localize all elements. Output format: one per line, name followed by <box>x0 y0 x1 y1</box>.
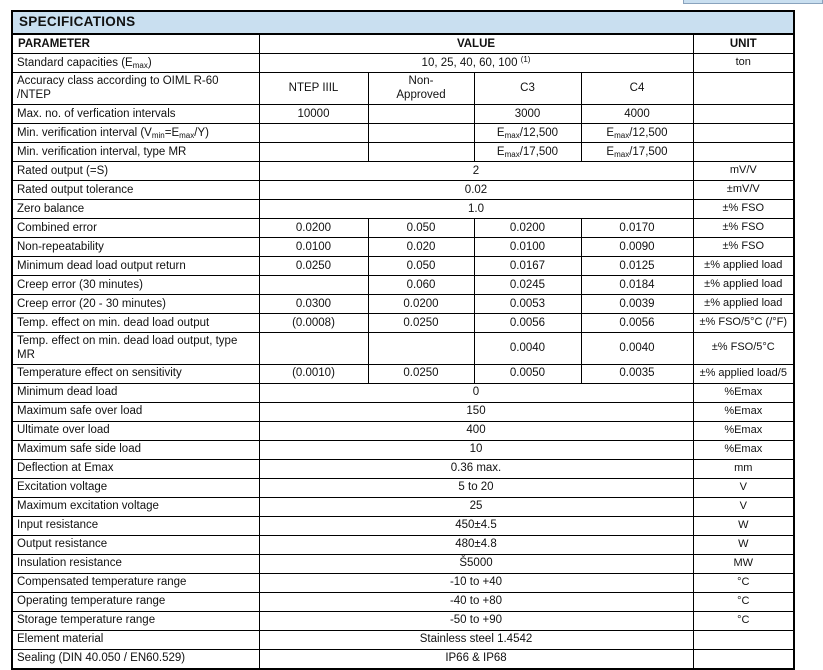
table-row <box>12 218 794 237</box>
unit-cell: ±% applied load/5 <box>693 364 794 383</box>
param-cell: Creep error (20 - 30 minutes) <box>12 294 259 313</box>
param-cell: Min. verification interval $(V_{min}=E_{max}/Y)$ <box>12 123 259 142</box>
table-row <box>12 332 794 364</box>
param-cell: Element material <box>12 630 259 649</box>
value-cell: (0.0010) <box>259 364 368 383</box>
value-cell <box>368 332 474 364</box>
value-cell: 0.0200 <box>368 294 474 313</box>
param-cell: Max. no. of verfication intervals <box>12 104 259 123</box>
value-cell <box>368 104 474 123</box>
table-title-row <box>12 11 794 34</box>
column-header-unit: UNIT <box>693 34 794 54</box>
value-cell: $E_{max}/12,500$ <box>474 123 581 142</box>
unit-cell: MW <box>693 554 794 573</box>
table-row <box>12 535 794 554</box>
value-cell: 0.0056 <box>474 313 581 332</box>
value-cell <box>368 123 474 142</box>
value-cell: 0.0300 <box>259 294 368 313</box>
value-cell: 0.050 <box>368 256 474 275</box>
param-cell: Minimum dead load <box>12 383 259 402</box>
unit-cell: ±% FSO/5°C (/°F) <box>693 313 794 332</box>
param-cell: Temperature effect on sensitivity <box>12 364 259 383</box>
value-cell: 400 <box>259 421 693 440</box>
value-cell: Non- Approved <box>368 73 474 105</box>
param-cell: Maximum safe over load <box>12 402 259 421</box>
param-cell: Rated output tolerance <box>12 180 259 199</box>
param-cell: Min. verification interval, type MR <box>12 142 259 161</box>
value-cell <box>259 123 368 142</box>
value-cell: -50 to +90 <box>259 611 693 630</box>
value-cell: -10 to +40 <box>259 573 693 592</box>
param-cell: Operating temperature range <box>12 592 259 611</box>
page-title: SPECIFICATIONS <box>12 11 794 34</box>
page-edge-fragment <box>683 0 823 4</box>
table-row <box>12 199 794 218</box>
table-row <box>12 237 794 256</box>
table-row <box>12 54 794 73</box>
value-cell <box>259 142 368 161</box>
param-cell: Zero balance <box>12 199 259 218</box>
table-row <box>12 459 794 478</box>
unit-cell: ±% FSO <box>693 218 794 237</box>
value-cell: $E_{max}/12,500$ <box>581 123 693 142</box>
unit-cell: mm <box>693 459 794 478</box>
unit-cell <box>693 649 794 669</box>
param-cell: Accuracy class according to OIML R-60 /NTEP <box>12 73 259 105</box>
param-cell: Maximum excitation voltage <box>12 497 259 516</box>
param-cell: Insulation resistance <box>12 554 259 573</box>
value-cell: 0.0040 <box>474 332 581 364</box>
value-cell: 3000 <box>474 104 581 123</box>
table-row <box>12 275 794 294</box>
value-cell: 0.0050 <box>474 364 581 383</box>
unit-cell: ±% applied load <box>693 294 794 313</box>
value-cell: 0.0035 <box>581 364 693 383</box>
param-cell: Deflection at Emax <box>12 459 259 478</box>
table-body <box>12 54 794 669</box>
value-cell: Š5000 <box>259 554 693 573</box>
unit-cell: ton <box>693 54 794 73</box>
value-cell: 0.0040 <box>581 332 693 364</box>
unit-cell: °C <box>693 592 794 611</box>
unit-cell: ±% FSO <box>693 199 794 218</box>
value-cell: $E_{max}/17,500$ <box>474 142 581 161</box>
param-cell: Temp. effect on min. dead load output, type MR <box>12 332 259 364</box>
value-cell: 4000 <box>581 104 693 123</box>
unit-cell: ±mV/V <box>693 180 794 199</box>
value-cell: 10 <box>259 440 693 459</box>
table-row <box>12 630 794 649</box>
value-cell: 10, 25, 40, 60, 100 $^{(1)}$ <box>259 54 693 73</box>
table-row <box>12 161 794 180</box>
param-cell: Maximum safe side load <box>12 440 259 459</box>
param-cell: Non-repeatability <box>12 237 259 256</box>
value-cell: 0.0200 <box>474 218 581 237</box>
specifications-table <box>11 10 795 670</box>
value-cell: 0.020 <box>368 237 474 256</box>
value-cell: (0.0008) <box>259 313 368 332</box>
param-cell: Output resistance <box>12 535 259 554</box>
table-row <box>12 294 794 313</box>
table-row <box>12 313 794 332</box>
table-row <box>12 516 794 535</box>
value-cell: 0.0245 <box>474 275 581 294</box>
table-row <box>12 73 794 105</box>
value-cell: 0.36 max. <box>259 459 693 478</box>
unit-cell <box>693 73 794 105</box>
value-cell: 2 <box>259 161 693 180</box>
table-row <box>12 402 794 421</box>
value-cell: 0.060 <box>368 275 474 294</box>
table-row <box>12 421 794 440</box>
value-cell: 0.0100 <box>474 237 581 256</box>
value-cell: 0.0100 <box>259 237 368 256</box>
table-row <box>12 554 794 573</box>
unit-cell: ±% applied load <box>693 275 794 294</box>
value-cell <box>259 332 368 364</box>
value-cell: 450±4.5 <box>259 516 693 535</box>
value-cell: 1.0 <box>259 199 693 218</box>
value-cell: C3 <box>474 73 581 105</box>
unit-cell: °C <box>693 611 794 630</box>
param-cell: Compensated temperature range <box>12 573 259 592</box>
param-cell: Rated output (=S) <box>12 161 259 180</box>
value-cell: 10000 <box>259 104 368 123</box>
param-cell: Sealing (DIN 40.050 / EN60.529) <box>12 649 259 669</box>
unit-cell <box>693 123 794 142</box>
table-row <box>12 478 794 497</box>
table-row <box>12 364 794 383</box>
table-row <box>12 180 794 199</box>
value-cell: 0.0090 <box>581 237 693 256</box>
unit-cell: ±% FSO/5°C <box>693 332 794 364</box>
param-cell: Combined error <box>12 218 259 237</box>
value-cell: 150 <box>259 402 693 421</box>
unit-cell: W <box>693 535 794 554</box>
column-header-parameter: PARAMETER <box>12 34 259 54</box>
value-cell: 0.0250 <box>368 313 474 332</box>
value-cell: 0.0056 <box>581 313 693 332</box>
value-cell: 480±4.8 <box>259 535 693 554</box>
param-cell: Excitation voltage <box>12 478 259 497</box>
table-row <box>12 256 794 275</box>
table-row <box>12 649 794 669</box>
unit-cell: V <box>693 478 794 497</box>
param-cell: Standard capacities $(E_{max})$ <box>12 54 259 73</box>
table-row <box>12 440 794 459</box>
unit-cell: %Emax <box>693 421 794 440</box>
value-cell: 0.0125 <box>581 256 693 275</box>
column-header-value: VALUE <box>259 34 693 54</box>
value-cell: 0.0250 <box>368 364 474 383</box>
table-row <box>12 123 794 142</box>
param-cell: Storage temperature range <box>12 611 259 630</box>
value-cell: 0.0170 <box>581 218 693 237</box>
unit-cell: mV/V <box>693 161 794 180</box>
value-cell: -40 to +80 <box>259 592 693 611</box>
unit-cell <box>693 104 794 123</box>
value-cell: 0.0053 <box>474 294 581 313</box>
value-cell: Stainless steel 1.4542 <box>259 630 693 649</box>
column-header-row <box>12 34 794 54</box>
value-cell: 25 <box>259 497 693 516</box>
unit-cell: %Emax <box>693 402 794 421</box>
unit-cell: °C <box>693 573 794 592</box>
table-row <box>12 611 794 630</box>
table-row <box>12 592 794 611</box>
value-cell: 0.050 <box>368 218 474 237</box>
value-cell: 0.0200 <box>259 218 368 237</box>
table-row <box>12 573 794 592</box>
value-cell: 0.0184 <box>581 275 693 294</box>
param-cell: Temp. effect on min. dead load output <box>12 313 259 332</box>
table-row <box>12 104 794 123</box>
unit-cell: ±% applied load <box>693 256 794 275</box>
table-row <box>12 497 794 516</box>
value-cell: 0.0039 <box>581 294 693 313</box>
param-cell: Ultimate over load <box>12 421 259 440</box>
unit-cell: ±% FSO <box>693 237 794 256</box>
param-cell: Minimum dead load output return <box>12 256 259 275</box>
value-cell: 0.0250 <box>259 256 368 275</box>
unit-cell: %Emax <box>693 383 794 402</box>
value-cell: 0.0167 <box>474 256 581 275</box>
value-cell: IP66 & IP68 <box>259 649 693 669</box>
value-cell: $E_{max}/17,500$ <box>581 142 693 161</box>
value-cell: 0.02 <box>259 180 693 199</box>
param-cell: Input resistance <box>12 516 259 535</box>
value-cell: C4 <box>581 73 693 105</box>
table-row <box>12 383 794 402</box>
unit-cell: W <box>693 516 794 535</box>
unit-cell: V <box>693 497 794 516</box>
value-cell <box>368 142 474 161</box>
value-cell <box>259 275 368 294</box>
unit-cell <box>693 630 794 649</box>
unit-cell <box>693 142 794 161</box>
value-cell: 5 to 20 <box>259 478 693 497</box>
value-cell: 0 <box>259 383 693 402</box>
table-row <box>12 142 794 161</box>
param-cell: Creep error (30 minutes) <box>12 275 259 294</box>
unit-cell: %Emax <box>693 440 794 459</box>
value-cell: NTEP IIIL <box>259 73 368 105</box>
